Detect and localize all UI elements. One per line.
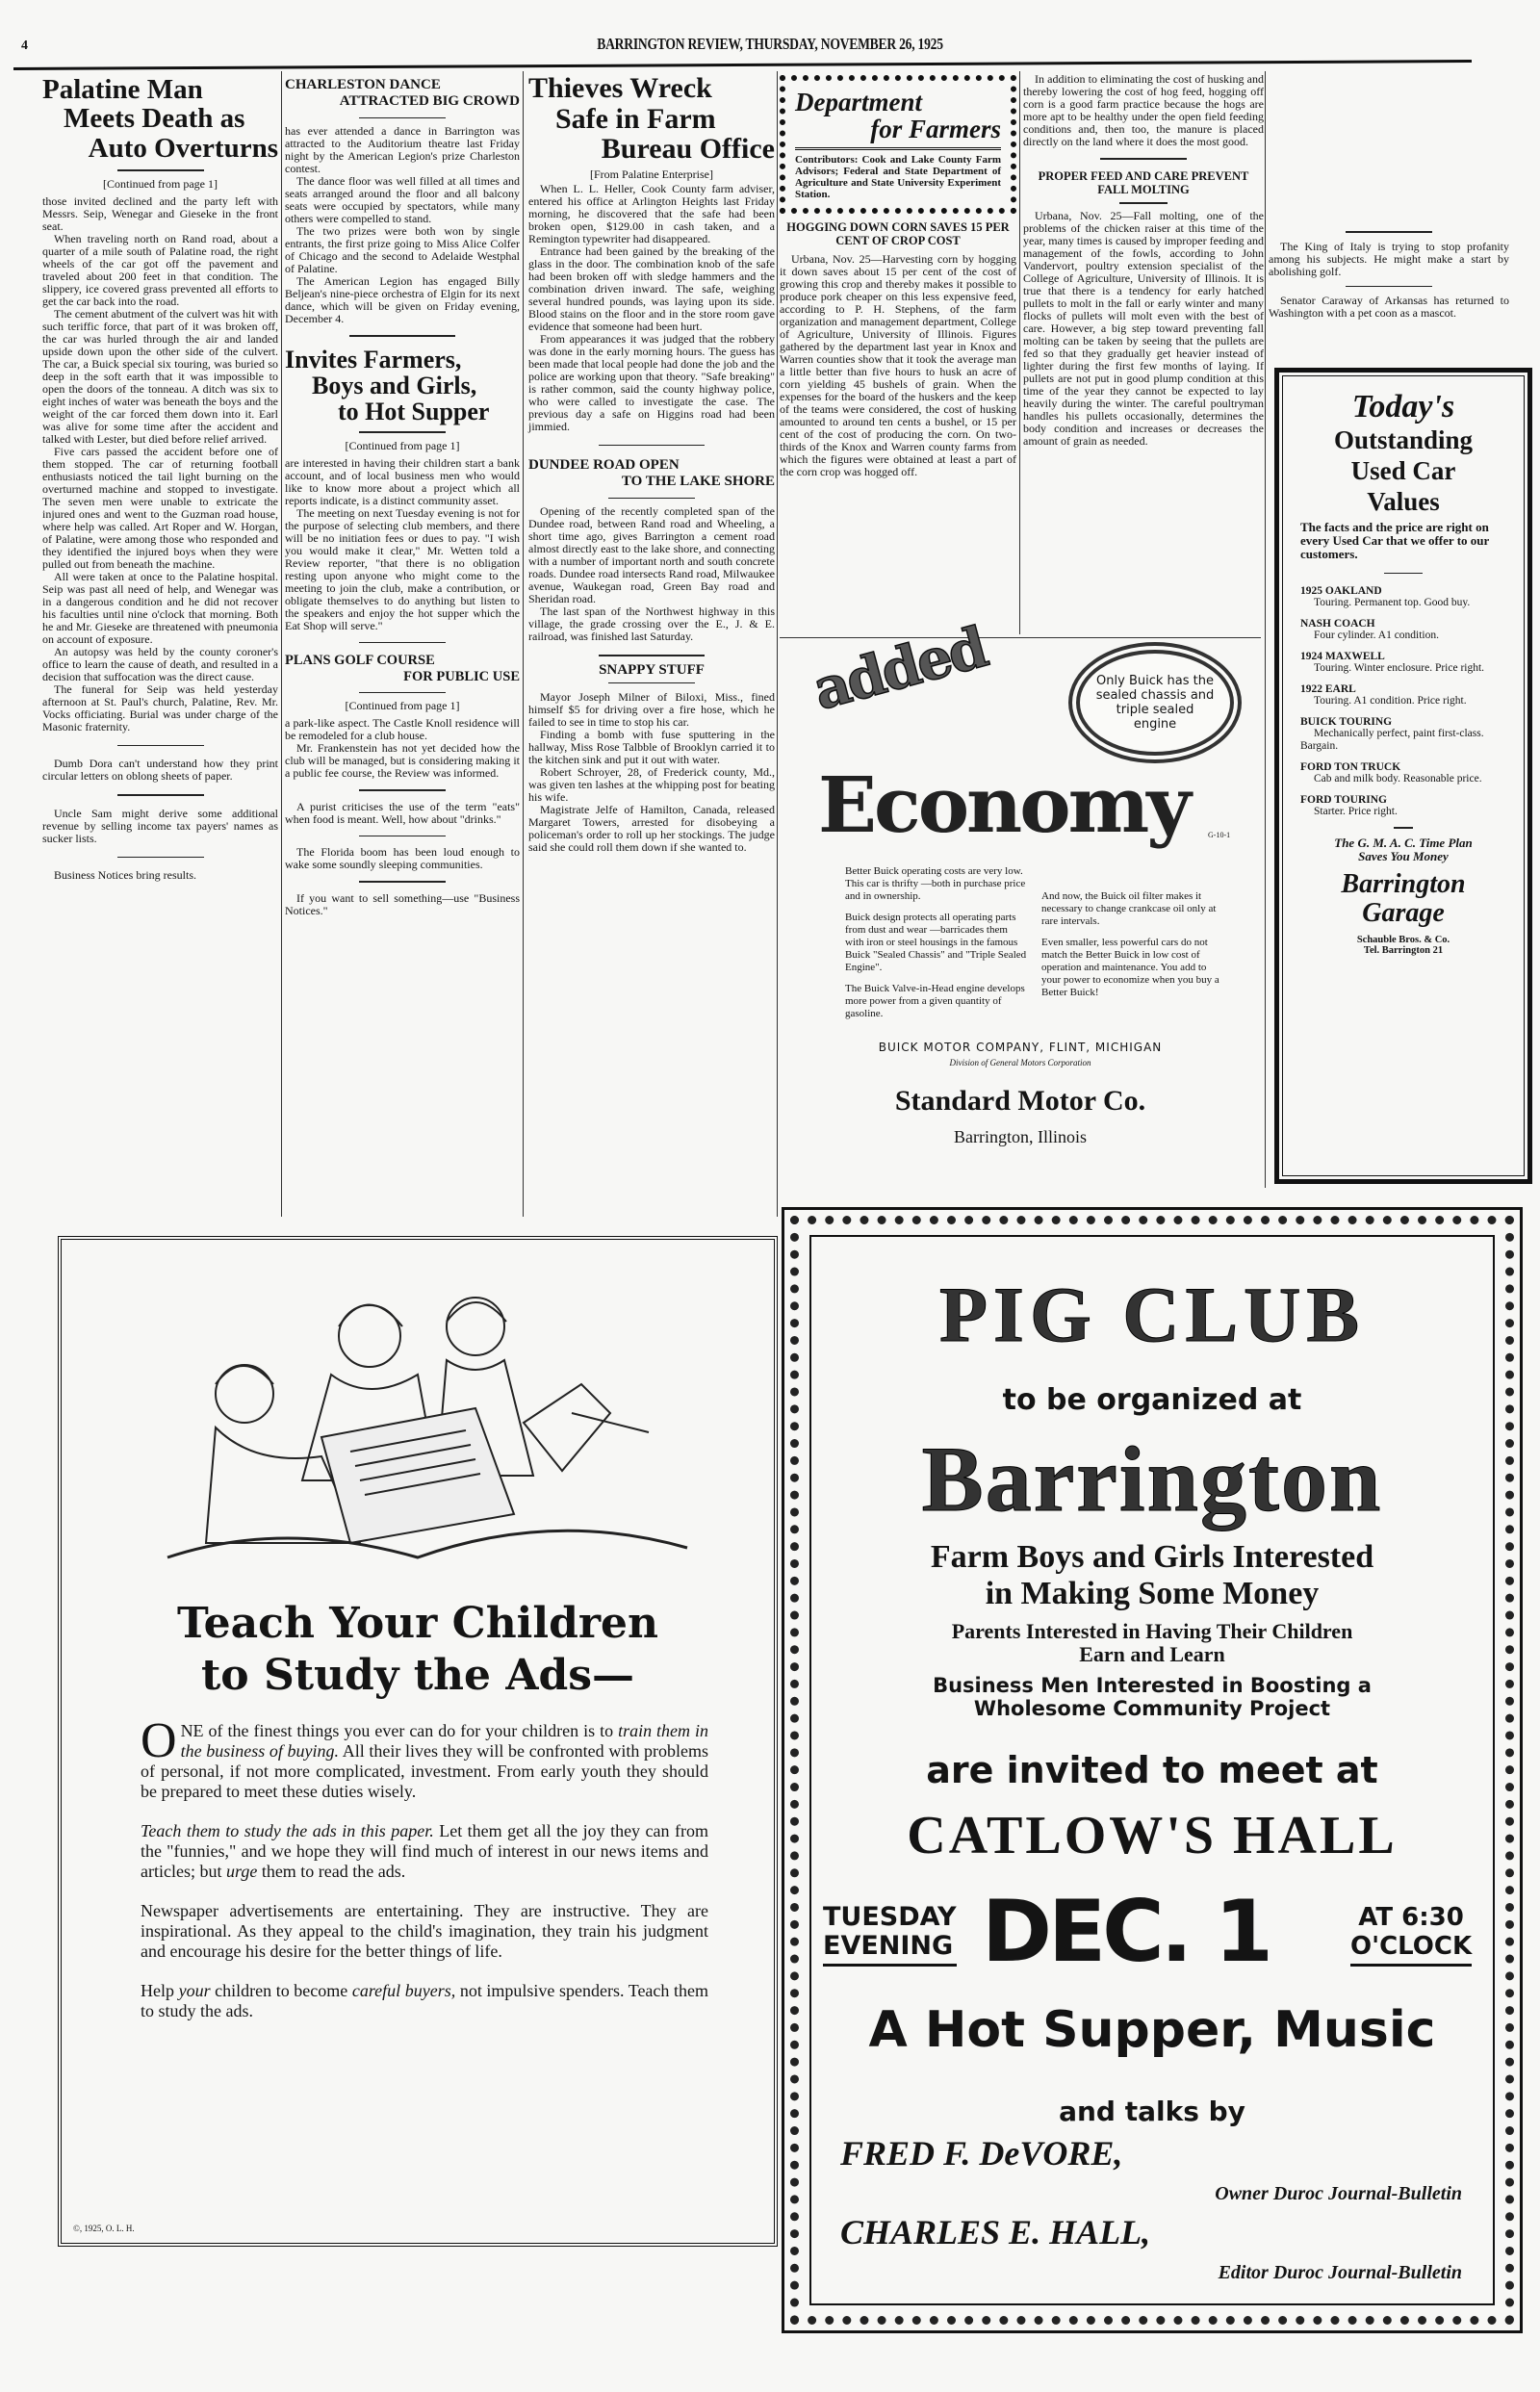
paragraph: The last span of the Northwest highway in this village, the grade crossing over the E., J. & E. railroad, was finished last Saturday. [528, 604, 775, 643]
masthead-rule [13, 60, 1472, 70]
garage-name [1300, 870, 1506, 927]
paragraph: An autopsy was held by the county coroner's office to learn the cause of death, and resulted in a decision that suffocation was the direct cause. [42, 644, 278, 683]
column-rule [281, 71, 282, 1217]
headline-line: Thieves Wreck [528, 72, 712, 104]
continued-note: [Continued from page 1] [345, 699, 460, 713]
hot-supper-line: A Hot Supper, Music [868, 2001, 1436, 2059]
column-rule [777, 71, 778, 1217]
filler-item: Business Notices bring results. [54, 868, 196, 883]
column-6-fillers [1269, 231, 1509, 320]
meeting-date-row [823, 1884, 1487, 1990]
paragraph: Mayor Joseph Milner of Biloxi, Miss., fined himself $5 for driving over a fire hose, which he failed to see in time to stop his car. [528, 690, 775, 730]
headline-line: CHARLESTON DANCE [285, 77, 441, 92]
text: Teach them to study the ads in this paper. [141, 1821, 434, 1840]
car-listing [1300, 585, 1506, 609]
paragraph: When L. L. Heller, Cook County farm adviser, entered his office at Arlington Heights last Friday morning, he discovered that the safe had been broken open, $129.00 in cash taken, and a Remington typewriter had disappeared. [528, 181, 775, 245]
paragraph: Five cars passed the accident before one of them stopped. The car of returning football enthusiasts noticed the tail light burning on the overturned machine and stopped to investigate. The seven men were unable to extricate the injured ones and went to the Guzman road house, where help was called. Art Roper and W. Horgan, of Palatine, were among those who responded and they identified the injured boys when they were pulled out from beneath the machine. [42, 444, 278, 571]
text: NE of the finest things you ever can do for your children is to [180, 1721, 619, 1740]
ad-title: Today's [1351, 389, 1455, 424]
invitee-line: Wholesome Community Project [973, 1697, 1331, 1720]
title-line: Teach Your Children [176, 1599, 659, 1648]
title-line: Values [1367, 487, 1440, 517]
invitee-line: Farm Boys and Girls Interested [930, 1539, 1374, 1575]
text: All their lives they will be confronted with problems of personal, if not more complicated, investment. From early youth they should be prepared to meet these duties wisely. [141, 1741, 708, 1801]
paragraph: are interested in having their children start a bank account, and of local business men who would like to know more about a project which all reports indicate, is a distinct community asset. [285, 455, 520, 507]
headline-dundee [528, 457, 775, 491]
car-name: 1925 OAKLAND [1300, 585, 1382, 598]
divider [117, 169, 204, 171]
paragraph: those invited declined and the party left with Messrs. Seip, Wenegar and Gieseke in the front seat. [42, 193, 278, 233]
divider [117, 857, 204, 859]
headline-invites [285, 347, 520, 425]
paragraph: has ever attended a dance in Barrington was attracted to the Auditorium theatre last Friday night by the American Legion's prize Charleston contest. [285, 124, 520, 175]
text: urge [225, 1862, 258, 1881]
meeting-date: DEC. 1 [982, 1882, 1270, 1981]
buick-division: Division of General Motors Corporation [949, 1058, 1091, 1067]
continued-note: [Continued from page 1] [103, 176, 218, 191]
headline-line: Safe in Farm [555, 102, 716, 135]
headline-line: Meets Death as [64, 103, 245, 135]
text: train them in the business of buying. [180, 1721, 709, 1761]
invitee-line: Business Men Interested in Boosting a [933, 1674, 1372, 1697]
paragraph: And now, the Buick oil filter makes it necessary to change crankcase oil only at rare intervals. [1041, 890, 1217, 927]
pig-club-ad [782, 1207, 1523, 2333]
gmac-plan [1300, 836, 1506, 862]
buick-company: BUICK MOTOR COMPANY, FLINT, MICHIGAN [878, 1041, 1163, 1054]
car-listing [1300, 651, 1506, 675]
contributors-note: Contributors: Cook and Lake County Farm Advisors; Federal and State Department of Agriculture and State University Experiment Station. [795, 153, 1001, 200]
article-palatine-man [42, 75, 278, 882]
headline-golf [285, 653, 520, 684]
car-name: FORD TON TRUCK [1300, 761, 1401, 774]
copyright-credit: ©, 1925, O. L. H. [73, 2224, 135, 2233]
paragraph: Finding a bomb with fuse sputtering in the hallway, Miss Rose Talbble of Brooklyn carried it to the kitchen sink and put it out with water. [528, 728, 775, 767]
paragraph: From appearances it was judged that the robbery was done in the early morning hours. The guess has been made that local people had done the job and the police are working upon that theory. "Safe breaking" is rather common, said the county highway police, who were called to investigate the case. The previous day a safe on Higgins road had been jimmied. [528, 331, 775, 433]
headline-thieves [528, 73, 775, 165]
garage-owner: Schauble Bros. & Co. [1356, 934, 1450, 945]
teach-title [62, 1598, 774, 1702]
used-car-ad [1274, 368, 1532, 1184]
garage-line: Garage [1362, 897, 1445, 928]
department-title [795, 89, 1001, 143]
invitee-line: Earn and Learn [1079, 1642, 1225, 1666]
paragraph: The two prizes were both won by single entrants, the first prize going to Miss Alice Colfer of Chicago and the second to Adelaide Westphal of Palatine. [285, 224, 520, 275]
car-description: Touring. Winter enclosure. Price right. [1314, 662, 1485, 675]
used-car-ad-inner [1282, 375, 1525, 1176]
headline-line: Auto Overturns [88, 132, 278, 164]
filler-item: Senator Caraway of Arkansas has returned to Washington with a pet coon as a mascot. [1269, 294, 1509, 320]
paragraph: Opening of the recently completed span of the Dundee road, between Rand road and Wheeling, a short time ago, gives Barrington a cement road almost directly east to the lake shore, and connecting with a number of important north and south concrete roads. Dundee road intersects Rand road, Milwaukee avenue, Waukegan road, Green Bay road and Sheridan road. [528, 504, 775, 605]
speaker-title: Editor Duroc Journal-Bulletin [1218, 2262, 1462, 2283]
paragraph: Robert Schroyer, 28, of Frederick county, Md., was given ten lashes at the whipping post for beating his wife. [528, 765, 775, 805]
paragraph: Urbana, Nov. 25—Harvesting corn by hogging it down saves about 15 per cent of the cost of growing this crop and thereby makes it possible to produce pork cheaper on this less expensive feed, according to P. H. Stephens, of the farm organization and management department, College of Agriculture, University of Illinois. Figures gathered by the department last year in Knox and Warren counties show that it took the average man a little better than five hours to husk an acre of corn yielding 45 bushels of grain. When the expenses for the board of the huskers and the keep of the teams were considered, the cost of husking amounted to around ten cents a bushel, or 15 per cent of the cost of producing the corn. On two-thirds of the Knox and Warren county farms from which the figures were obtained at least a part of the corn crop was hogged off. [780, 252, 1016, 479]
source-note: [From Palatine Enterprise] [590, 167, 713, 181]
divider [359, 117, 446, 119]
column-5 [1023, 73, 1264, 448]
buick-copy-left [845, 865, 1028, 1020]
divider [117, 745, 204, 747]
paragraph: Newspaper advertisements are entertaining. They are instructive. They are inspirational. As they appeal to the child's imagination, they train his judgment and encourage his desire for the better things of life. [141, 1901, 708, 1961]
filler-item: Dumb Dora can't understand how they print circular letters on oblong sheets of paper. [42, 757, 278, 784]
filler-item: The Florida boom has been loud enough to wake some soundly sleeping communities. [285, 845, 520, 872]
car-description: Touring. Permanent top. Good buy. [1314, 597, 1471, 609]
text: them to read the ads. [257, 1862, 406, 1881]
paragraph: Even smaller, less powerful cars do not match the Better Buick in low cost of operation and maintenance. You add to your power to economize when you buy a Better Buick! [1041, 937, 1219, 998]
title-line: to Study the Ads— [200, 1651, 635, 1700]
headline-charleston [285, 77, 520, 111]
divider [795, 147, 1001, 150]
divider [117, 794, 204, 796]
paragraph: Entrance had been gained by the breaking of the glass in the door. The combination knob of the safe had been broken off with sledge hammers and the combination driven inward. The safe, weighing several hundred pounds, was laying upon its side. Blood stains on the floor and in the store room gave evidence that someone had been hurt. [528, 244, 775, 333]
car-description: Four cylinder. A1 condition. [1314, 630, 1440, 642]
day-line: TUESDAY [823, 1902, 957, 1932]
page-number: 4 [21, 39, 28, 53]
meeting-time [1350, 1903, 1472, 1967]
headline-line: Invites Farmers, [285, 345, 462, 373]
children-reading-illustration [158, 1269, 697, 1586]
garage-phone: Tel. Barrington 21 [1363, 944, 1444, 956]
column-4 [780, 75, 1016, 478]
car-name: 1924 MAXWELL [1300, 651, 1385, 663]
title-line: Department [795, 88, 922, 116]
car-name: BUICK TOURING [1300, 716, 1393, 729]
paragraph: The dance floor was well filled at all times and seats arranged around the floor and all balcony seats were occupied by spectators, while many others were compelled to stand. [285, 174, 520, 225]
divider [359, 642, 446, 644]
added-heading: added [806, 614, 992, 723]
car-description: Cab and milk body. Reasonable price. [1314, 773, 1482, 785]
economy-heading: Economy [818, 759, 1189, 850]
car-name: NASH COACH [1300, 618, 1375, 630]
headline-line: Bureau Office [601, 133, 775, 165]
masthead-title: BARRINGTON REVIEW, THURSDAY, NOVEMBER 26, 1925 [597, 35, 943, 53]
divider [359, 789, 446, 791]
time-line: AT 6:30 [1358, 1903, 1464, 1932]
paragraph: The funeral for Seip was held yesterday afternoon at St. Paul's church, Palatine, Rev. Mr. Vocks officiating. Burial was under charge of the Masonic fraternity. [42, 682, 278, 733]
paragraph: Better Buick operating costs are very low. This car is thrifty —both in purchase price and in ownership. [845, 865, 1026, 902]
headline-line: FOR PUBLIC USE [403, 669, 520, 685]
speaker-title: Owner Duroc Journal-Bulletin [1215, 2183, 1462, 2204]
day-line: EVENING [823, 1931, 954, 1961]
column-2 [285, 77, 520, 917]
divider [1384, 573, 1423, 575]
ad-title [1300, 424, 1506, 518]
ad-intro: The facts and the price are right on every Used Car that we offer to our customers. [1300, 519, 1490, 561]
headline-line: to Hot Supper [338, 398, 490, 426]
divider [608, 682, 695, 684]
paragraph: The meeting on next Tuesday evening is not for the purpose of selecting club members, and there will be no initiation fees or dues to pay. "I wish you would make it clear," Mr. Wetten told a Review reporter, "that there is no obligation resting upon anyone who might come to the meeting to join the club, make a contribution, or obligate themselves to do anything but listen to the speakers and enjoy the hot supper which the Eat Shop will serve." [285, 505, 520, 632]
text: Help [141, 1981, 179, 2000]
pig-club-town: Barrington [921, 1427, 1383, 1530]
buick-copy-right [1041, 890, 1224, 999]
buick-ad [780, 614, 1261, 1184]
ad-code: G-10-1 [1208, 831, 1231, 839]
dealer-location: Barrington, Illinois [954, 1127, 1087, 1146]
seal-text: Only Buick has the sealed chassis and triple sealed engine [1095, 674, 1215, 732]
car-description: Starter. Price right. [1314, 806, 1398, 818]
car-name: FORD TOURING [1300, 794, 1387, 807]
car-name: 1922 EARL [1300, 683, 1356, 696]
car-listing [1300, 761, 1506, 785]
text: your [178, 1981, 211, 2000]
title-line: Outstanding [1333, 424, 1474, 454]
invitee-line: in Making Some Money [985, 1576, 1320, 1611]
divider [599, 655, 705, 656]
gmac-line: The G. M. A. C. Time Plan [1334, 835, 1473, 850]
column-rule [1019, 71, 1020, 634]
headline-line: DUNDEE ROAD OPEN [528, 457, 680, 473]
paragraph: Urbana, Nov. 25—Fall molting, one of the problems of the chicken raiser at this time of the year, many times is caused by improper feeding and management of the fowls, according to John Vandervort, poultry extension specialist of the College of Agriculture, University of Illinois. It is true that there is a tendency for early hatched pullets to molt in the fall or early winter and many flocks of pullets will molt even with the best of care. However, a big step toward preventing fall molting can be taken by seeing that the pullets are fed so that they gradually get heavier instead of lighter during the first few months of laying. If pullets are not put in good plump condition at this time of the year they cannot be expected to lay heavily during the winter. The careful poultryman handles his pullets occasionally, determines the body condition and increases or decreases the amount of grain as needed. [1023, 208, 1264, 448]
divider [1346, 286, 1432, 288]
paragraph: In addition to eliminating the cost of husking and thereby lowering the cost of hog feed, hogging off corn is a good farm practice because the hogs are more apt to be healthy under the open field feeding conditions and, then too, the manure is placed directly on the land where it does the most good. [1023, 72, 1264, 148]
divider [599, 445, 705, 447]
divider [359, 881, 446, 883]
text: Let them get all the joy they can from the "funnies," and we hope they will find much of interest in our news items and articles; but [141, 1821, 708, 1881]
headline-line: PLANS GOLF COURSE [285, 653, 435, 669]
pig-club-subtitle: to be organized at [1002, 1383, 1302, 1417]
paragraph: Mr. Frankenstein has not yet decided how the club will be managed, but is considering making it a public fee course, the Review was informed. [285, 741, 520, 781]
talks-line: and talks by [1059, 2096, 1245, 2127]
divider [359, 431, 446, 433]
car-list [1300, 585, 1506, 818]
headline-line: ATTRACTED BIG CROWD [339, 93, 520, 110]
headline [42, 75, 278, 163]
column-rule [1265, 71, 1266, 1188]
headline-line: Palatine Man [42, 74, 203, 105]
dealer-name: Standard Motor Co. [894, 1085, 1146, 1117]
headline-snappy: SNAPPY STUFF [599, 661, 705, 678]
meeting-place: CATLOW'S HALL [907, 1806, 1398, 1865]
filler-item: Uncle Sam might derive some additional revenue by selling income tax payers' names as sucker lists. [42, 806, 278, 845]
car-listing [1300, 794, 1506, 818]
divider [1394, 827, 1413, 829]
paragraph: a park-like aspect. The Castle Knoll residence will be remodeled for a club house. [285, 716, 520, 743]
text: children to become [210, 1981, 352, 2000]
divider [608, 498, 695, 500]
divider [1346, 231, 1432, 233]
paragraph: Buick design protects all operating parts from dust and wear —barricades them with iron or steel housings in the famous Buick "Sealed Chassis" and "Triple Sealed Engine". [845, 912, 1027, 973]
divider [359, 692, 446, 694]
divider [359, 836, 446, 837]
invited-line: are invited to meet at [926, 1749, 1378, 1791]
title-line: Used Car [1350, 456, 1456, 486]
filler-item: A purist criticises the use of the term "eats" when food is meant. Well, how about "drinks." [285, 799, 520, 826]
teach-children-ad [58, 1236, 778, 2247]
invitee-line: Parents Interested in Having Their Children [951, 1619, 1353, 1643]
car-description: Mechanically perfect, paint first-class. Bargain. [1300, 728, 1484, 753]
headline-line: Boys and Girls, [312, 371, 477, 399]
headline-molting: PROPER FEED AND CARE PREVENT FALL MOLTING [1038, 168, 1249, 196]
divider [1100, 158, 1187, 160]
speaker-name: CHARLES E. HALL, [840, 2213, 1151, 2251]
time-line: O'CLOCK [1350, 1932, 1473, 1961]
paragraph: All were taken at once to the Palatine hospital. Seip was past all need of help, and Wenegar was in a dangerous condition and he did not recover his faculties until nine o'clock that morning. Both he and Mr. Gieseke are threatened with pneumonia on account of exposure. [42, 569, 278, 646]
paragraph: When traveling north on Rand road, about a quarter of a mile south of Palatine road, the right wheels of the car got off the pavement and traveled about 200 feet in that condition. The slippery, ice covered grass prevented all efforts to get the car back into the road. [42, 231, 278, 308]
divider [349, 335, 455, 337]
pig-club-title: PIG CLUB [938, 1271, 1366, 1358]
car-listing [1300, 683, 1506, 707]
paragraph: The Buick Valve-in-Head engine develops more power from a given quantity of gasoline. [845, 983, 1025, 1019]
meeting-day [823, 1903, 957, 1967]
car-description: Touring. A1 condition. Price right. [1314, 695, 1467, 707]
column-rule [523, 71, 524, 1217]
filler-item: If you want to sell something—use "Business Notices." [285, 890, 520, 917]
paragraph: Magistrate Jelfe of Hamilton, Canada, released Margaret Towers, arrested for disobeying a policeman's order to roll up her stockings. The judge said she could roll them down if she wanted to. [528, 803, 775, 855]
column-3 [528, 73, 775, 854]
department-for-farmers-box [780, 75, 1016, 214]
gmac-line: Saves You Money [1358, 848, 1449, 863]
divider [1119, 202, 1168, 204]
headline-line: TO THE LAKE SHORE [621, 474, 775, 490]
teach-body [141, 1713, 709, 2021]
car-listing [1300, 716, 1506, 753]
car-listing [1300, 618, 1506, 642]
speaker-name: FRED F. DeVORE, [840, 2134, 1123, 2173]
text: not impulsive spenders. Teach them to study the ads. [141, 1981, 708, 2020]
continued-note: [Continued from page 1] [345, 438, 460, 452]
garage-line: Barrington [1341, 869, 1466, 900]
drop-cap: O [141, 1713, 177, 1768]
title-line: for Farmers [870, 115, 1001, 144]
paragraph: The American Legion has engaged Billy Beljean's nine-piece orchestra of Elgin for its next dance, which will be given on Friday evening, December 4. [285, 274, 520, 325]
filler-item: The King of Italy is trying to stop profanity among his subjects. He might make a start by abolishing golf. [1269, 239, 1509, 278]
paragraph: The cement abutment of the culvert was hit with such teriffic force, that part of it was broken off, the car was hurled through the air and landed upside down upon the other side of the culvert. The car, a Buick special six touring, was buried so deep in the soft earth that it was impossible to open the doors of the tonneau. A ditch was six to eight inches of water was beneath the boys and the weight of the car forced them down into it. Earl was alive for some time after the accident and talked with Lester, but died before relief arrived. [42, 306, 278, 446]
sealed-chassis-seal [1068, 642, 1242, 763]
text: careful buyers, [351, 1981, 456, 2000]
headline-hogging: HOGGING DOWN CORN SAVES 15 PER CENT OF CROP COST [786, 219, 1010, 248]
